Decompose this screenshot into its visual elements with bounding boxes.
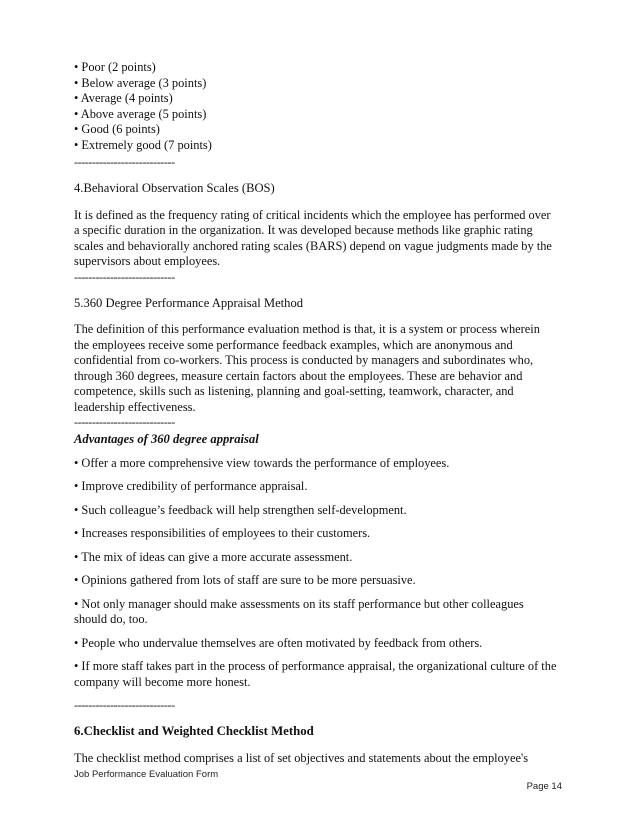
separator: ---------------------------- [74, 269, 175, 284]
advantage-item: • The mix of ideas can give a more accurate assessment. [74, 549, 353, 564]
paragraph-line: scales and behaviorally anchored rating scales (BARS) depend on vague judgments made by the [74, 238, 552, 253]
degree360-paragraph [74, 322, 574, 415]
list-item: • Good (6 points) [74, 122, 160, 136]
advantage-item: • If more staff takes part in the process of performance appraisal, the organizational culture of the [74, 659, 557, 673]
degree360-heading: 5.360 Degree Performance Appraisal Method [74, 295, 304, 310]
rating-scale-list [74, 60, 574, 153]
advantage-item: • Not only manager should make assessments on its staff performance but other colleagues [74, 596, 524, 611]
footer-document-title: Job Performance Evaluation Form [74, 769, 219, 780]
checklist-heading: 6.Checklist and Weighted Checklist Method [74, 724, 314, 738]
advantages-heading: Advantages of 360 degree appraisal [74, 432, 259, 446]
paragraph-line: supervisors about employees. [74, 254, 221, 268]
paragraph-line: a specific duration in the organization. It was developed because methods like graphic rating [74, 223, 533, 237]
list-item: • Below average (3 points) [74, 75, 207, 90]
separator: ---------------------------- [74, 155, 175, 169]
page-content [74, 60, 574, 766]
paragraph-line: through 360 degrees, measure certain factors about the employees. These are behavior and [74, 368, 523, 383]
paragraph-line: confidential from co-workers. This process is conducted by managers and subordinates who, [74, 353, 534, 367]
bos-heading: 4.Behavioral Observation Scales (BOS) [74, 181, 275, 195]
advantage-item: • Offer a more comprehensive view towards the performance of employees. [74, 455, 450, 470]
paragraph-line: leadership effectiveness. [74, 399, 196, 414]
separator: ---------------------------- [74, 415, 175, 429]
advantage-item: • Increases responsibilities of employees to their customers. [74, 526, 371, 540]
advantage-item-continued: should do, too. [74, 612, 148, 626]
paragraph-line: competence, skills such as listening, planning and goal-setting, teamwork, character, and [74, 384, 514, 398]
checklist-paragraph-line: The checklist method comprises a list of set objectives and statements about the employee's [74, 750, 529, 765]
separator: ---------------------------- [74, 698, 175, 712]
advantage-item-continued: company will become more honest. [74, 674, 251, 689]
footer-page-number: Page 14 [526, 781, 562, 792]
paragraph-line: The definition of this performance evaluation method is that, it is a system or process wherein [74, 322, 540, 336]
bos-paragraph [74, 208, 574, 270]
list-item: • Poor (2 points) [74, 60, 156, 74]
paragraph-line: the employees receive some performance feedback examples, which are anonymous and [74, 337, 513, 352]
paragraph-line: It is defined as the frequency rating of critical incidents which the employee has performed over [74, 207, 551, 222]
advantage-item: • Improve credibility of performance appraisal. [74, 479, 308, 493]
advantage-item: • Such colleague’s feedback will help strengthen self-development. [74, 502, 407, 517]
list-item: • Above average (5 points) [74, 106, 207, 121]
advantage-item: • People who undervalue themselves are often motivated by feedback from others. [74, 635, 483, 650]
advantage-item: • Opinions gathered from lots of staff are sure to be more persuasive. [74, 573, 416, 587]
list-item: • Extremely good (7 points) [74, 137, 212, 152]
advantages-list [74, 456, 574, 691]
list-item: • Average (4 points) [74, 91, 173, 105]
